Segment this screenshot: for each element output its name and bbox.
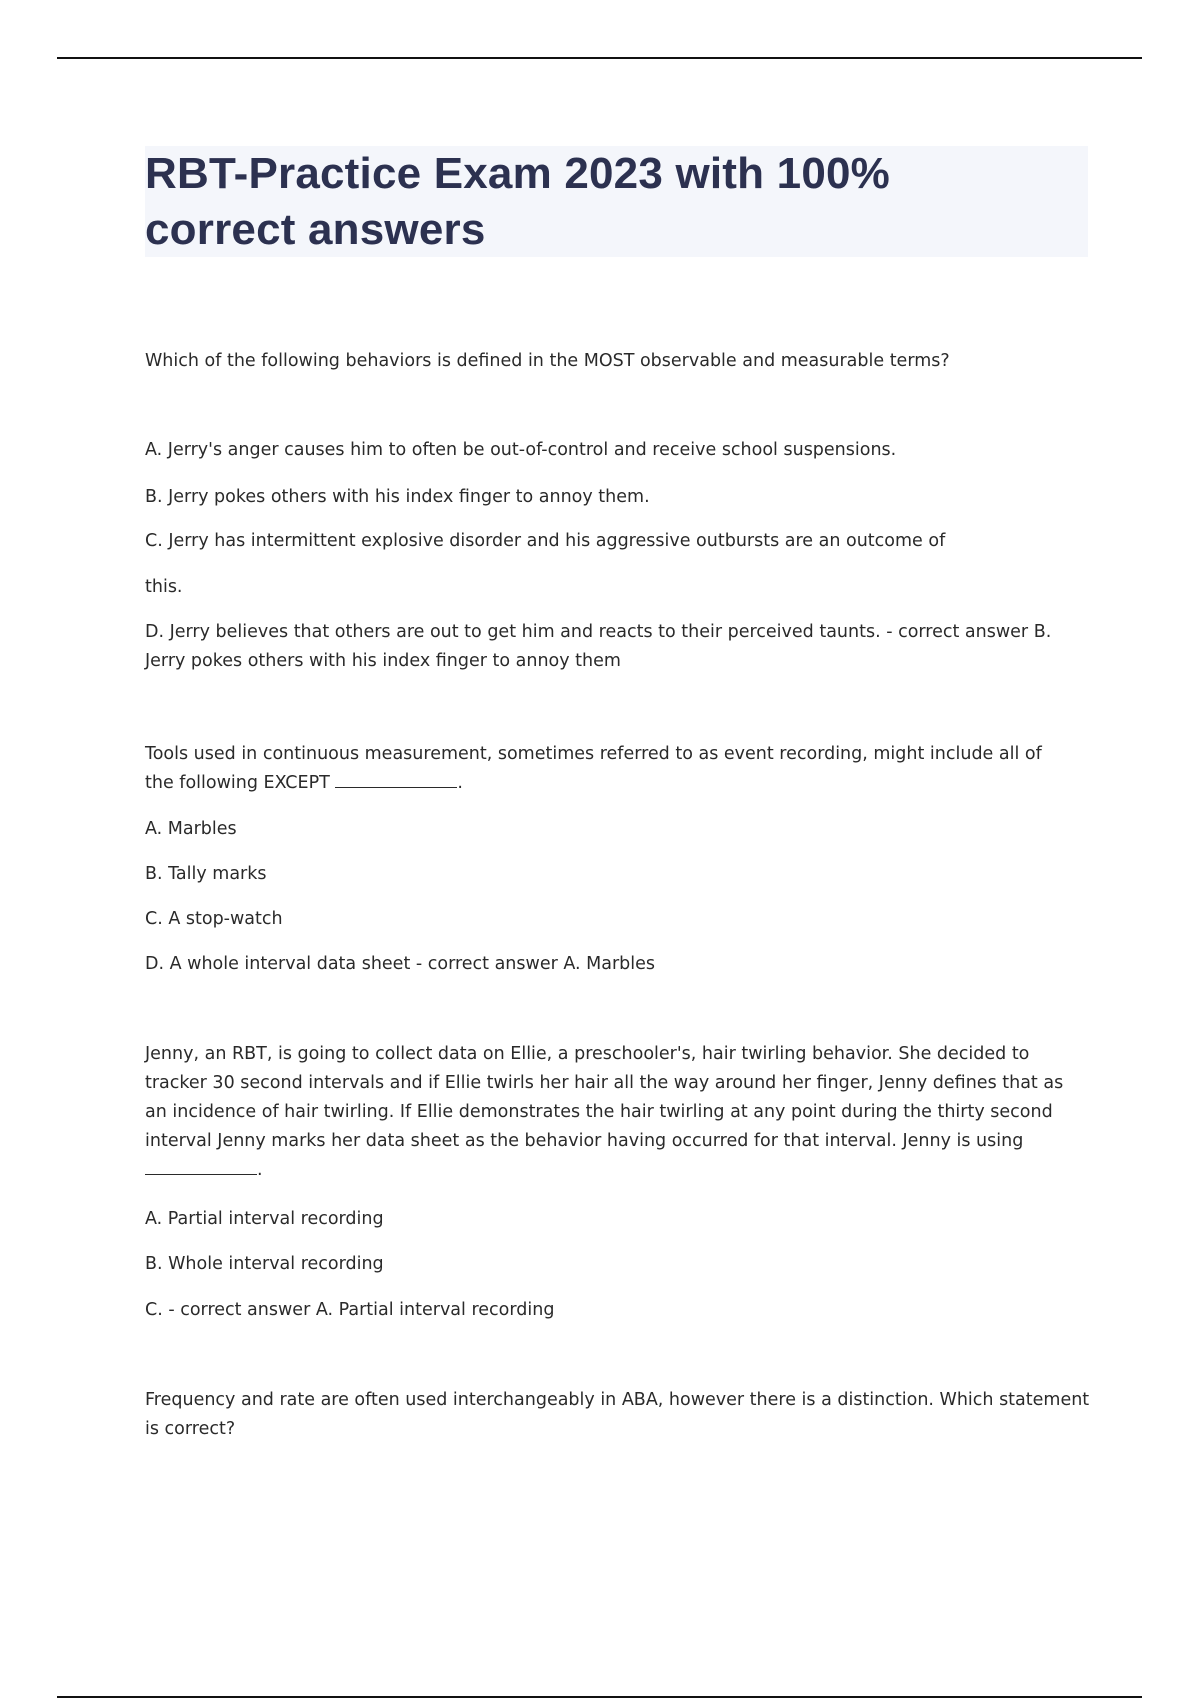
question-2-option-b: B. Tally marks	[145, 864, 267, 884]
document-title: RBT-Practice Exam 2023 with 100% correct answers	[145, 149, 890, 254]
answer-blank	[335, 771, 457, 788]
question-3-option-a: A. Partial interval recording	[145, 1209, 384, 1229]
question-3-prompt-period: .	[257, 1160, 263, 1180]
header-rule	[57, 57, 1142, 59]
question-3-prompt-text: Jenny, an RBT, is going to collect data on Ellie, a preschooler's, hair twirling behavior. She decided to tracker 30 second intervals and if Ellie twirls her hair all the way around her finger, Jenny defines that as an incidence of hair twirling. If Ellie demonstrates the hair twirling at any point during the thirty second interval Jenny marks her data sheet as the behavior having occurred for that interval. Jenny is using	[145, 1044, 1064, 1151]
question-4-prompt: Frequency and rate are often used interchangeably in ABA, however there is a distinction. Which statement is correct?	[145, 1390, 1090, 1439]
footer-rule	[57, 1696, 1142, 1698]
question-2-option-a: A. Marbles	[145, 819, 237, 839]
question-2-prompt-line-2	[145, 769, 1090, 798]
question-1-prompt: Which of the following behaviors is defined in the MOST observable and measurable terms?	[145, 351, 950, 371]
question-3-option-b: B. Whole interval recording	[145, 1254, 384, 1274]
question-1-option-c: C. Jerry has intermittent explosive disorder and his aggressive outbursts are an outcome of	[145, 531, 946, 551]
question-2-prompt-text: the following EXCEPT	[145, 773, 330, 793]
question-3-prompt	[145, 1040, 1090, 1185]
question-1-option-c-continued: this.	[145, 577, 183, 597]
question-2-prompt-period: .	[457, 773, 463, 793]
question-1-option-b: B. Jerry pokes others with his index finger to annoy them.	[145, 487, 650, 507]
question-2-prompt-line-1: Tools used in continuous measurement, sometimes referred to as event recording, might include all of	[145, 744, 1042, 764]
answer-blank	[145, 1158, 257, 1175]
question-2-option-d-answer: D. A whole interval data sheet - correct answer A. Marbles	[145, 954, 656, 974]
question-2-option-c: C. A stop-watch	[145, 909, 283, 929]
question-1-option-d-answer: D. Jerry believes that others are out to get him and reacts to their perceived taunts. - correct answer B. Jerry pokes others with his index finger to annoy them	[145, 622, 1052, 671]
question-3-option-c-answer: C. - correct answer A. Partial interval recording	[145, 1300, 555, 1320]
question-1-option-a: A. Jerry's anger causes him to often be out-of-control and receive school suspensions.	[145, 440, 897, 460]
